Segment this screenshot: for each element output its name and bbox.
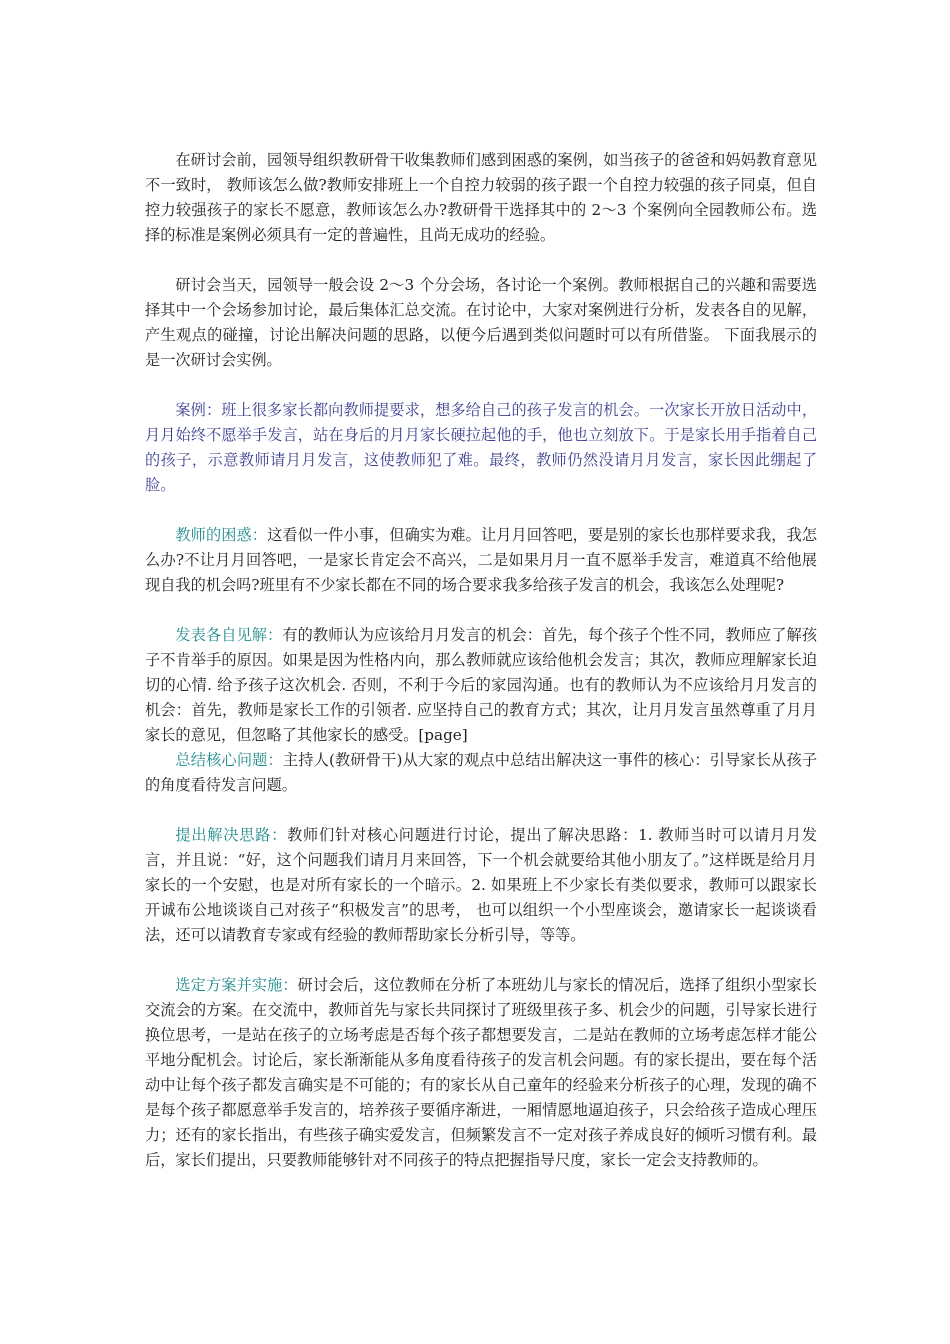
paragraph-text: 案例：班上很多家长都向教师提要求，想多给自己的孩子发言的机会。一次家长开放日活动中，月月始终不愿举手发言，站在身后的月月家长硬拉起他的手，他也立刻放下。于是家长用手指着自己的孩子，示意教师请月月发言，这使教师犯了难。最终，教师仍然没请月月发言，家长因此绷起了脸。 [145, 401, 817, 494]
paragraph-opinions [145, 623, 817, 748]
paragraph-gap [145, 248, 817, 273]
paragraph-text: 研讨会当天，园领导一般会设 2～3 个分会场，各讨论一个案例。教师根据自己的兴趣和需要选择其中一个会场参加讨论，最后集体汇总交流。在讨论中，大家对案例进行分析，发表各自的见解，产生观点的碰撞，讨论出解决问题的思路，以便今后遇到类似问题时可以有所借鉴。 下面我展示的是一次研讨会实例。 [145, 276, 817, 369]
paragraph-text: 有的教师认为应该给月月发言的机会：首先，每个孩子个性不同，教师应了解孩子不肯举手的原因。如果是因为性格内向，那么教师就应该给他机会发言；其次，教师应理解家长迫切的心情. 给予孩子这次机会. 否则，不利于今后的家园沟通。也有的教师认为不应该给月月发言的机会：首先，教师是家长工作的引领者. 应坚持自己的教育方式；其次，让月月发言虽然尊重了月月家长的意见，但忽略了其他家长的感受。[page] [145, 626, 818, 744]
paragraph-gap [145, 498, 817, 523]
paragraph-gap [145, 598, 817, 623]
paragraph-text: 教师们针对核心问题进行讨论，提出了解决思路：1. 教师当时可以请月月发言，并且说：“好，这个问题我们请月月来回答，下一个机会就要给其他小朋友了。”这样既是给月月家长的一个安慰，也是对所有家长的一个暗示。2. 如果班上不少家长有类似要求，教师可以跟家长开诚布公地谈谈自己对孩子“积极发言”的思考， 也可以组织一个小型座谈会，邀请家长一起谈谈看法，还可以请教育专家或有经验的教师帮助家长分析引导，等等。 [145, 826, 818, 944]
document-page [145, 148, 817, 1173]
paragraph-implementation [145, 973, 817, 1173]
paragraph-teacher-confusion [145, 523, 817, 598]
paragraph-gap [145, 373, 817, 398]
section-label: 选定方案并实施： [175, 976, 298, 994]
paragraph-solution-ideas [145, 823, 817, 948]
section-label: 发表各自见解： [175, 626, 283, 644]
paragraph-text: 研讨会后，这位教师在分析了本班幼儿与家长的情况后，选择了组织小型家长交流会的方案。在交流中，教师首先与家长共同探讨了班级里孩子多、机会少的问题，引导家长进行换位思考，一是站在孩子的立场考虑是否每个孩子都想要发言，二是站在教师的立场考虑怎样才能公平地分配机会。讨论后，家长渐渐能从多角度看待孩子的发言机会问题。有的家长提出，要在每个活动中让每个孩子都发言确实是不可能的；有的家长从自己童年的经验来分析孩子的心理，发现的确不是每个孩子都愿意举手发言的，培养孩子要循序渐进，一厢情愿地逼迫孩子，只会给孩子造成心理压力；还有的家长指出，有些孩子确实爱发言，但频繁发言不一定对孩子养成良好的倾听习惯有利。最后，家长们提出，只要教师能够针对不同孩子的特点把握指导尺度，家长一定会支持教师的。 [145, 976, 818, 1169]
section-label: 教师的困惑： [175, 526, 268, 544]
paragraph-gap [145, 798, 817, 823]
paragraph-text: 主持人(教研骨干)从大家的观点中总结出解决这一事件的核心：引导家长从孩子的角度看待发言问题。 [145, 751, 818, 794]
paragraph-gap [145, 948, 817, 973]
paragraph-intro-2 [145, 273, 817, 373]
section-label: 总结核心问题： [175, 751, 283, 769]
paragraph-text: 在研讨会前，园领导组织教研骨干收集教师们感到困惑的案例，如当孩子的爸爸和妈妈教育意见不一致时， 教师该怎么做?教师安排班上一个自控力较弱的孩子跟一个自控力较强的孩子同桌，但自控力较强孩子的家长不愿意，教师该怎么办?教研骨干选择其中的 2～3 个案例向全园教师公布。选择的标准是案例必须具有一定的普遍性，且尚无成功的经验。 [145, 151, 817, 244]
section-label: 提出解决思路： [175, 826, 288, 844]
paragraph-core-problem [145, 748, 817, 798]
paragraph-case [145, 398, 817, 498]
paragraph-intro-1 [145, 148, 817, 248]
paragraph-text: 这看似一件小事，但确实为难。让月月回答吧，要是别的家长也那样要求我，我怎么办?不让月月回答吧，一是家长肯定会不高兴，二是如果月月一直不愿举手发言，难道真不给他展现自我的机会吗?班里有不少家长都在不同的场合要求我多给孩子发言的机会，我该怎么处理呢? [145, 526, 818, 594]
